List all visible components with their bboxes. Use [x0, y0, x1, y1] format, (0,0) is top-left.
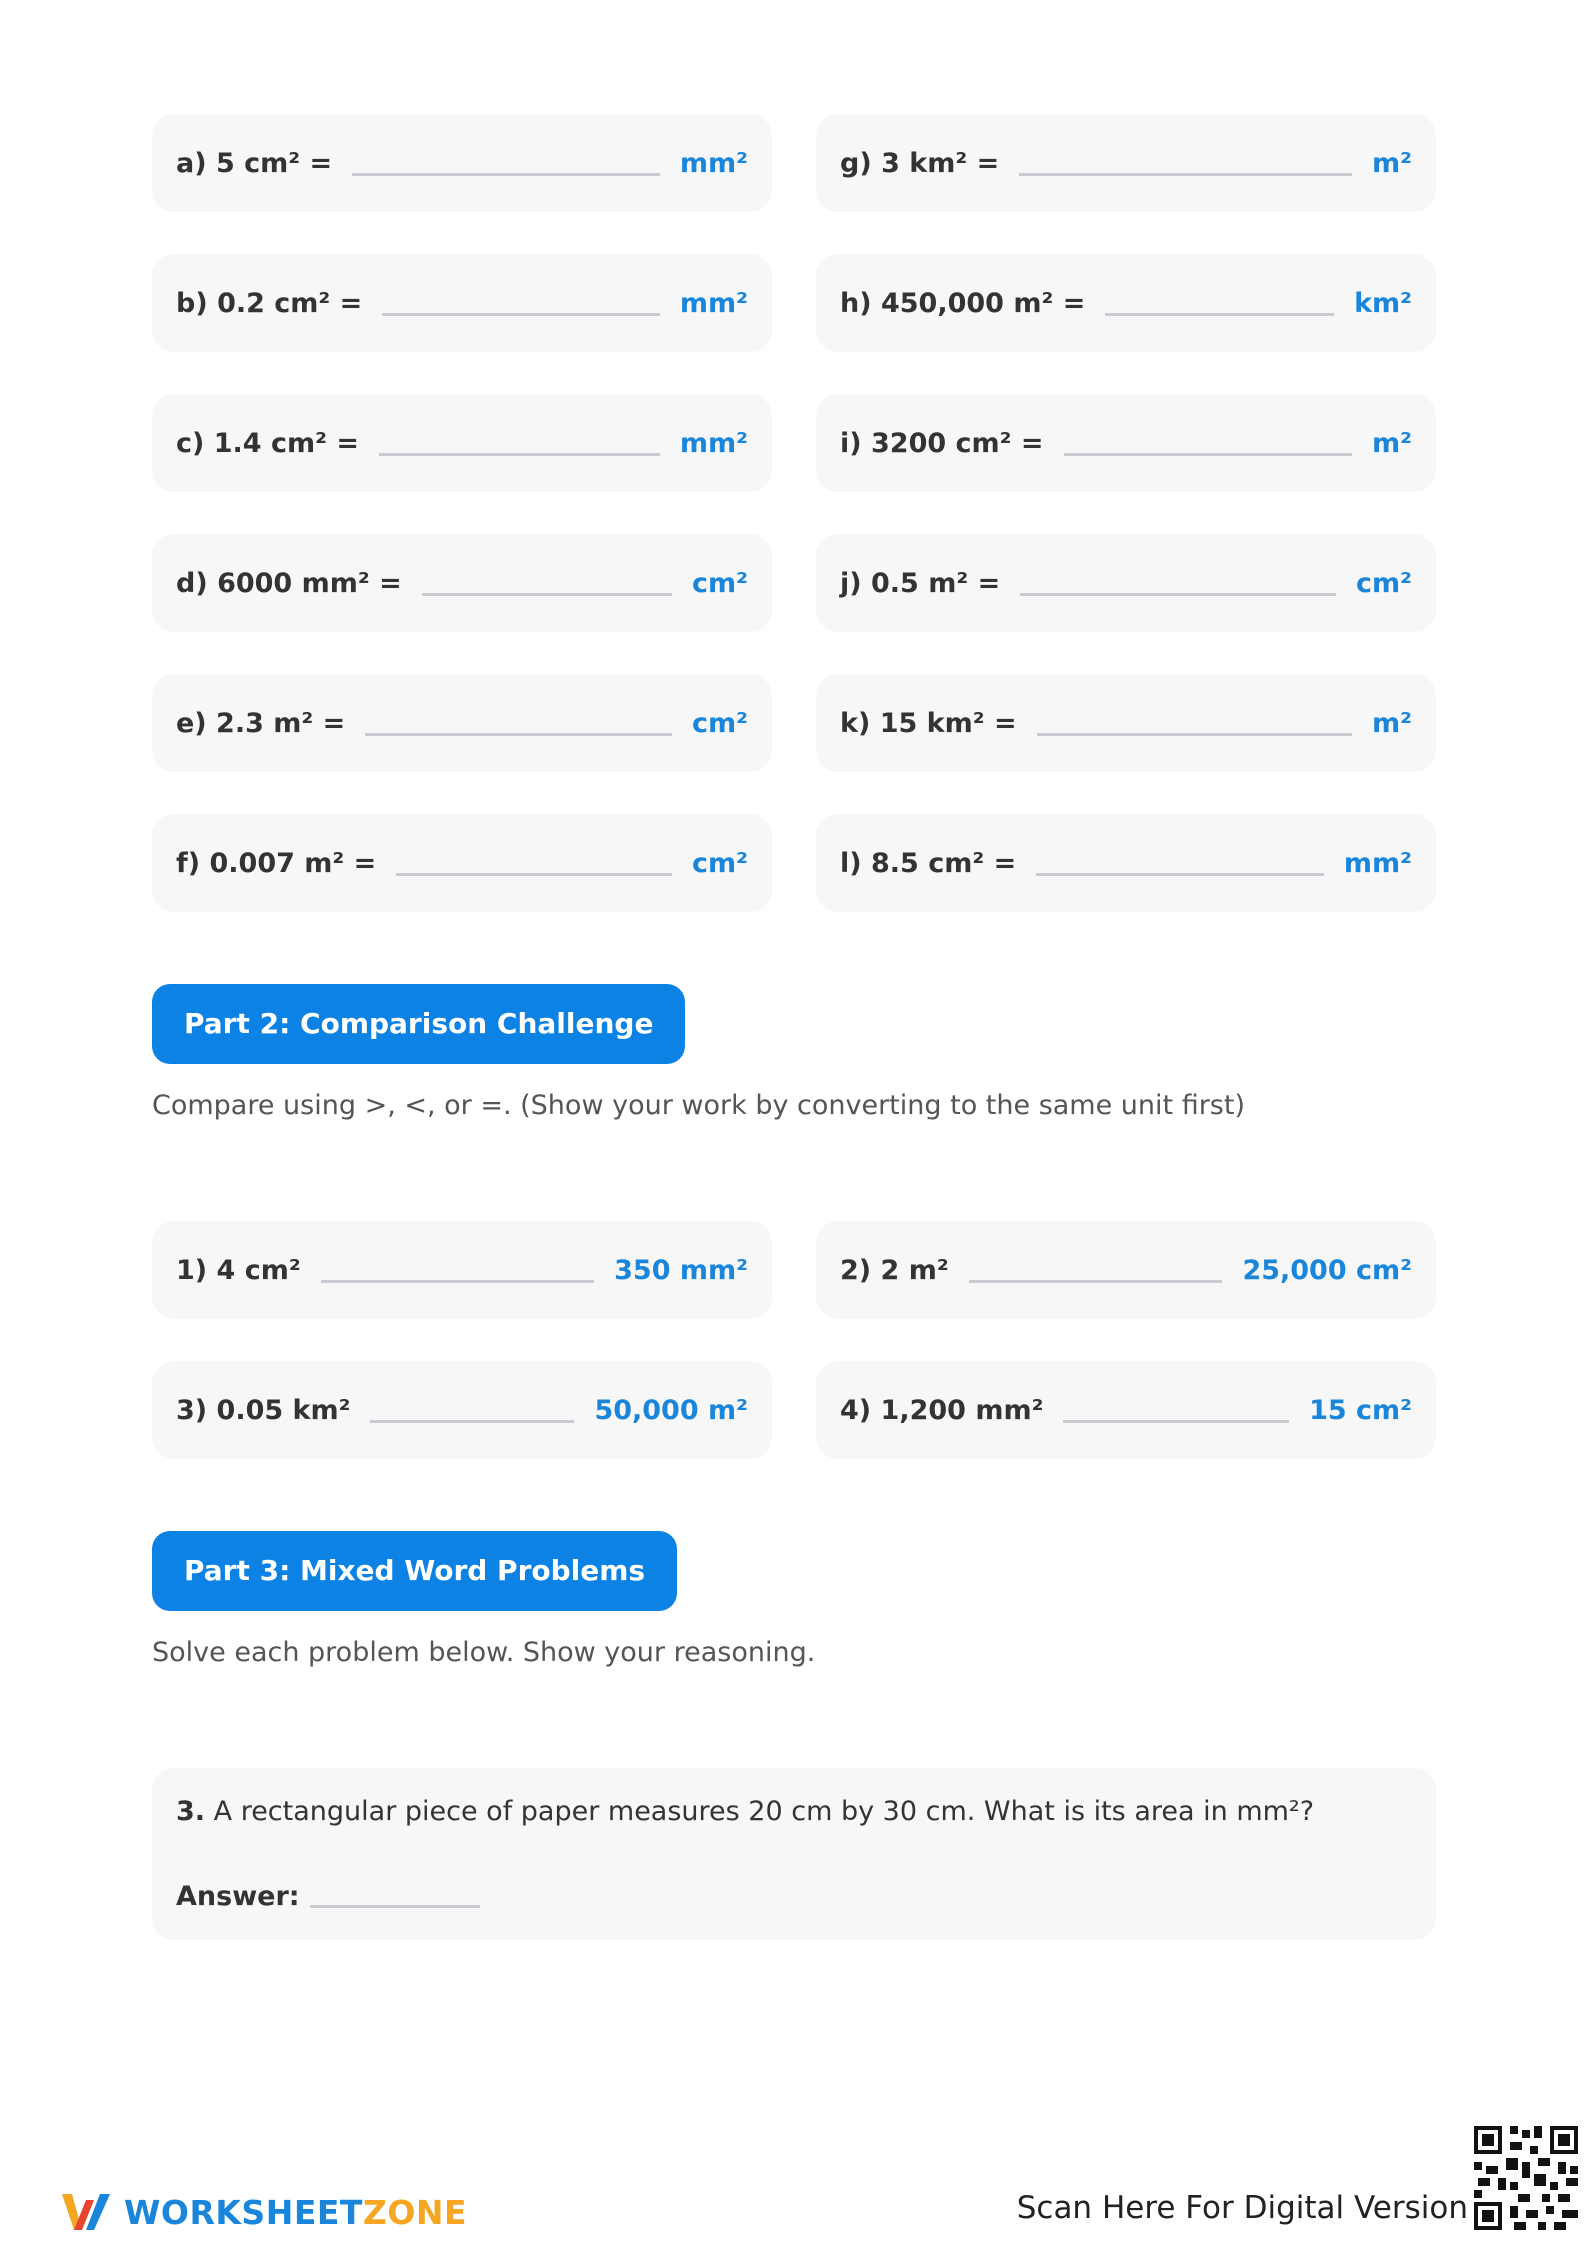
brand-part-worksheet: WORKSHEET: [124, 2192, 363, 2232]
target-unit: mm²: [679, 147, 748, 179]
answer-line[interactable]: [379, 453, 660, 456]
question-text: c) 1.4 cm² =: [176, 427, 359, 459]
target-unit: cm²: [692, 847, 748, 879]
answer-row: [176, 1881, 1412, 1912]
answer-line[interactable]: [382, 313, 660, 316]
target-unit: cm²: [692, 567, 748, 599]
question-text: j) 0.5 m² =: [840, 567, 1001, 599]
question-text: k) 15 km² =: [840, 707, 1017, 739]
compare-value: 50,000 m²: [594, 1394, 748, 1426]
question-text: l) 8.5 cm² =: [840, 847, 1017, 879]
conversion-item-j: [816, 534, 1436, 632]
part2-grid: [152, 1221, 1436, 1459]
brand-part-zone: ZONE: [362, 2192, 468, 2232]
part2-title: Part 2: Comparison Challenge: [152, 984, 685, 1064]
brand-name: [124, 2193, 467, 2232]
answer-line[interactable]: [1020, 593, 1336, 596]
conversion-item-i: [816, 394, 1436, 492]
compare-value: 350 mm²: [614, 1254, 748, 1286]
conversion-item-c: [152, 394, 772, 492]
target-unit: mm²: [1343, 847, 1412, 879]
answer-line[interactable]: [396, 873, 672, 876]
comparison-item-4: [816, 1361, 1436, 1459]
question-text: 2) 2 m²: [840, 1254, 949, 1286]
conversion-item-h: [816, 254, 1436, 352]
conversion-item-b: [152, 254, 772, 352]
answer-line[interactable]: [321, 1280, 594, 1283]
part1-grid: [152, 114, 1436, 912]
conversion-item-f: [152, 814, 772, 912]
question-text: h) 450,000 m² =: [840, 287, 1086, 319]
problem-number: 3.: [176, 1796, 206, 1827]
question-text: b) 0.2 cm² =: [176, 287, 363, 319]
qr-code-icon[interactable]: [1470, 2122, 1582, 2234]
part3-title: Part 3: Mixed Word Problems: [152, 1531, 677, 1611]
conversion-item-g: [816, 114, 1436, 212]
comparison-item-1: [152, 1221, 772, 1319]
word-problem: [176, 1796, 1412, 1827]
answer-line[interactable]: [1064, 453, 1353, 456]
question-text: 3) 0.05 km²: [176, 1394, 351, 1426]
worksheetzone-logo: [58, 2184, 467, 2240]
target-unit: m²: [1372, 427, 1412, 459]
question-text: i) 3200 cm² =: [840, 427, 1044, 459]
conversion-item-d: [152, 534, 772, 632]
comparison-item-2: [816, 1221, 1436, 1319]
part3-section: [152, 1531, 1436, 1940]
part3-instruction: Solve each problem below. Show your reasoning.: [152, 1637, 816, 1668]
question-text: 4) 1,200 mm²: [840, 1394, 1044, 1426]
target-unit: mm²: [679, 287, 748, 319]
target-unit: m²: [1372, 147, 1412, 179]
word-problem-card: [152, 1768, 1436, 1940]
worksheet-page: [152, 114, 1436, 1940]
part2-section: [152, 984, 1436, 1459]
answer-line[interactable]: [1019, 173, 1352, 176]
answer-line[interactable]: [370, 1420, 574, 1423]
target-unit: mm²: [679, 427, 748, 459]
answer-line[interactable]: [422, 593, 672, 596]
conversion-item-l: [816, 814, 1436, 912]
target-unit: km²: [1354, 287, 1412, 319]
target-unit: m²: [1372, 707, 1412, 739]
compare-value: 15 cm²: [1309, 1394, 1412, 1426]
compare-value: 25,000 cm²: [1242, 1254, 1412, 1286]
question-text: f) 0.007 m² =: [176, 847, 377, 879]
answer-line[interactable]: [310, 1905, 480, 1908]
conversion-item-a: [152, 114, 772, 212]
comparison-item-3: [152, 1361, 772, 1459]
part2-instruction: Compare using >, <, or =. (Show your work by converting to the same unit first): [152, 1090, 1245, 1121]
answer-label: Answer:: [176, 1881, 300, 1912]
answer-line[interactable]: [1063, 1420, 1289, 1423]
target-unit: cm²: [692, 707, 748, 739]
question-text: a) 5 cm² =: [176, 147, 333, 179]
question-text: e) 2.3 m² =: [176, 707, 346, 739]
answer-line[interactable]: [1037, 733, 1352, 736]
answer-line[interactable]: [352, 173, 660, 176]
target-unit: cm²: [1356, 567, 1412, 599]
w-logo-icon: [58, 2184, 114, 2240]
question-text: 1) 4 cm²: [176, 1254, 301, 1286]
problem-text: A rectangular piece of paper measures 20 cm by 30 cm. What is its area in mm²?: [213, 1796, 1315, 1827]
answer-line[interactable]: [365, 733, 672, 736]
answer-line[interactable]: [969, 1280, 1223, 1283]
question-text: d) 6000 mm² =: [176, 567, 402, 599]
scan-text: Scan Here For Digital Version: [1016, 2190, 1468, 2226]
answer-line[interactable]: [1036, 873, 1324, 876]
conversion-item-k: [816, 674, 1436, 772]
conversion-item-e: [152, 674, 772, 772]
answer-line[interactable]: [1105, 313, 1334, 316]
question-text: g) 3 km² =: [840, 147, 1000, 179]
